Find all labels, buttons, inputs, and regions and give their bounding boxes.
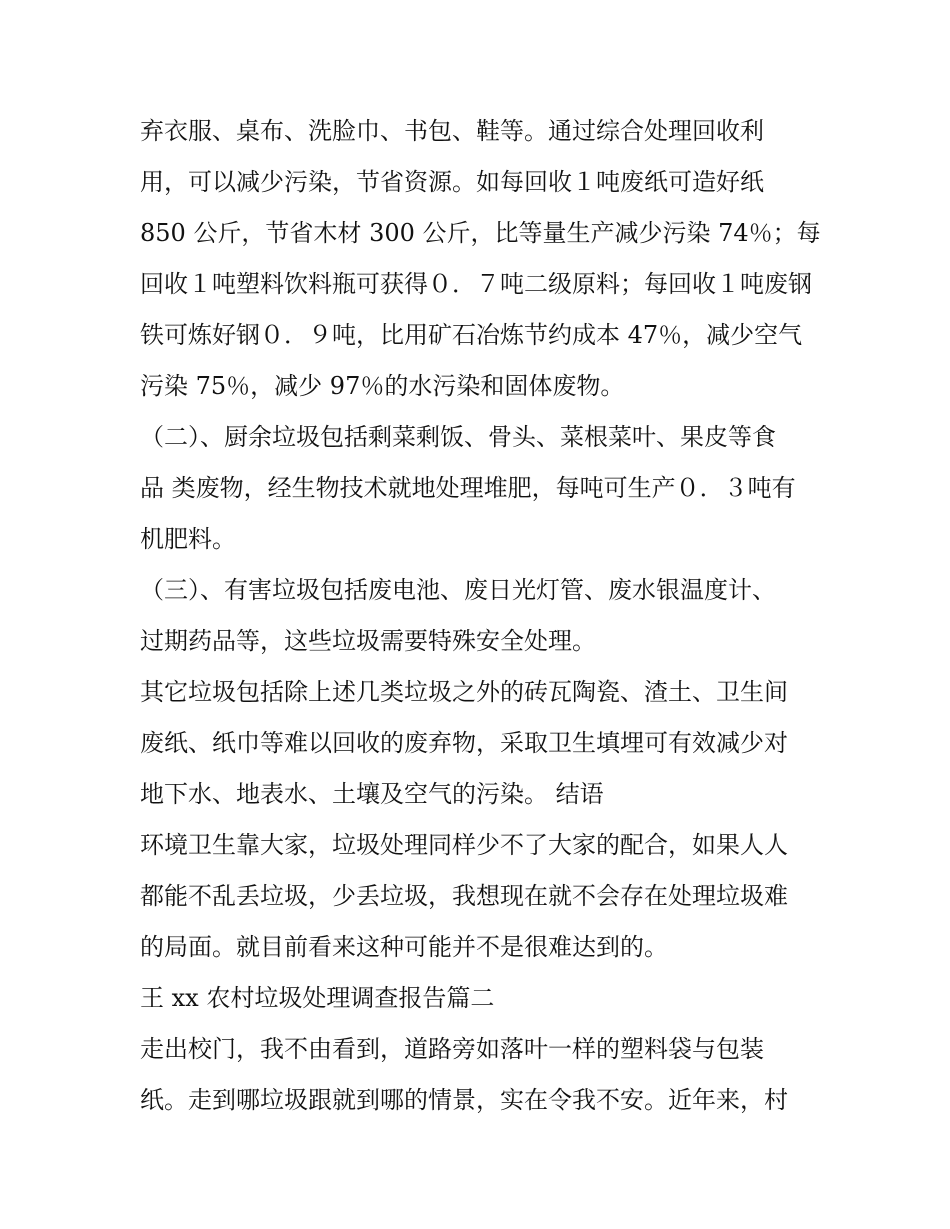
body-text bbox=[140, 106, 830, 1126]
text-line: 回收１吨塑料饮料瓶可获得０．７吨二级原料；每回收１吨废钢 bbox=[140, 270, 812, 298]
text-line: 废纸、纸巾等难以回收的废弃物，采取卫生填埋可有效减少对 bbox=[140, 729, 788, 757]
text-line: （三）、有害垃圾包括废电池、废日光灯管、废水银温度计、 bbox=[140, 576, 776, 604]
text-line: 用，可以减少污染，节省资源。如每回收１吨废纸可造好纸 bbox=[140, 168, 764, 196]
text-line: 过期药品等，这些垃圾需要特殊安全处理。 bbox=[140, 627, 596, 655]
text-line: 环境卫生靠大家，垃圾处理同样少不了大家的配合，如果人人 bbox=[140, 831, 788, 859]
text-line: 地下水、地表水、土壤及空气的污染。 结语 bbox=[140, 780, 604, 808]
text-line: 机肥料。 bbox=[140, 525, 236, 553]
text-line: 污染 75％，减少 97％的水污染和固体废物。 bbox=[140, 372, 625, 400]
text-line: 850 公斤，节省木材 300 公斤，比等量生产减少污染 74％；每 bbox=[140, 219, 821, 247]
text-line: 其它垃圾包括除上述几类垃圾之外的砖瓦陶瓷、渣土、卫生间 bbox=[140, 678, 788, 706]
section-heading: 王 xx 农村垃圾处理调查报告篇二 bbox=[140, 984, 495, 1012]
text-line: （二）、厨余垃圾包括剩菜剩饭、骨头、菜根菜叶、果皮等食 bbox=[140, 423, 776, 451]
text-line: 都能不乱丢垃圾，少丢垃圾，我想现在就不会存在处理垃圾难 bbox=[140, 882, 788, 910]
text-line: 铁可炼好钢０．９吨，比用矿石冶炼节约成本 47％，减少空气 bbox=[140, 321, 803, 349]
text-line: 弃衣服、桌布、洗脸巾、书包、鞋等。通过综合处理回收利 bbox=[140, 117, 764, 145]
text-line: 走出校门，我不由看到，道路旁如落叶一样的塑料袋与包装 bbox=[140, 1035, 764, 1063]
text-line: 品 类废物，经生物技术就地处理堆肥，每吨可生产０．３吨有 bbox=[140, 474, 796, 502]
text-line: 的局面。就目前看来这种可能并不是很难达到的。 bbox=[140, 933, 668, 961]
text-line: 纸。走到哪垃圾跟就到哪的情景，实在令我不安。近年来，村 bbox=[140, 1086, 788, 1114]
